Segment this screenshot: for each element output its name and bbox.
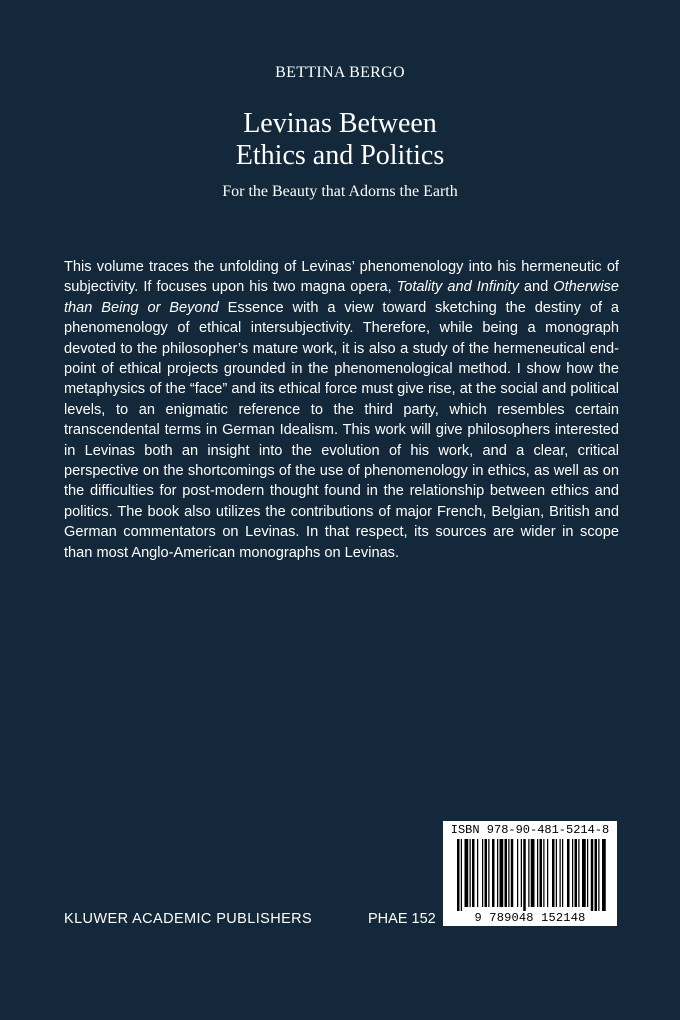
barcode-bar bbox=[492, 839, 495, 907]
barcode-bar bbox=[552, 839, 555, 907]
barcode-bar bbox=[482, 839, 483, 907]
barcode-icon bbox=[443, 837, 617, 911]
barcode-bar bbox=[582, 839, 586, 907]
barcode-bar bbox=[595, 839, 598, 911]
barcode-digits: 9 789048 152148 bbox=[474, 911, 586, 925]
barcode-bar bbox=[591, 839, 594, 911]
book-title bbox=[0, 108, 680, 172]
series-code: PHAE 152 bbox=[368, 911, 436, 927]
blurb-part-1: This volume traces the unfolding of Levinas’ phenomenology into his hermeneutic of subjectivity. If focuses upon his two magna opera, bbox=[64, 259, 619, 296]
barcode-bar bbox=[578, 839, 579, 907]
barcode-bar bbox=[511, 839, 514, 907]
barcode-bar bbox=[540, 839, 543, 907]
title-line-2: Ethics and Politics bbox=[235, 140, 445, 171]
blurb-text bbox=[64, 257, 619, 563]
blurb-part-2: and bbox=[518, 279, 554, 296]
barcode-bar bbox=[567, 839, 570, 907]
barcode-bar bbox=[528, 839, 529, 907]
barcode-bar bbox=[523, 839, 526, 911]
blurb-italic-2: Otherwise than Being or Beyond bbox=[64, 279, 619, 316]
barcode-bar bbox=[543, 839, 544, 907]
barcode-bar bbox=[461, 839, 462, 911]
barcode-bar bbox=[497, 839, 498, 907]
barcode-bar bbox=[560, 839, 561, 907]
blurb-italic-1: Totality and Infinity bbox=[396, 279, 519, 296]
publisher-name: KLUWER ACADEMIC PUBLISHERS bbox=[64, 911, 313, 927]
barcode-bar bbox=[547, 839, 548, 907]
barcode-bar bbox=[556, 839, 557, 907]
barcode-bar bbox=[470, 839, 471, 907]
barcode-bar bbox=[505, 839, 508, 907]
barcode-bar bbox=[500, 839, 504, 907]
barcode-bar bbox=[598, 839, 599, 911]
book-subtitle: For the Beauty that Adorns the Earth bbox=[222, 183, 458, 200]
barcode-bar bbox=[485, 839, 488, 907]
barcode-bar bbox=[572, 839, 573, 907]
barcode-bar bbox=[531, 839, 535, 907]
barcode-bar bbox=[508, 839, 509, 907]
barcode-bar bbox=[575, 839, 578, 907]
isbn-barcode bbox=[443, 821, 617, 926]
author-name: BETTINA BERGO bbox=[275, 64, 405, 81]
barcode-bar bbox=[457, 839, 460, 911]
title-line-1: Levinas Between bbox=[243, 108, 437, 139]
isbn-label: ISBN 978-90-481-5214-8 bbox=[450, 823, 610, 837]
barcode-bar bbox=[477, 839, 478, 907]
barcode-bar bbox=[602, 839, 606, 911]
barcode-bar bbox=[472, 839, 475, 907]
barcode-bar bbox=[537, 839, 538, 907]
blurb-part-3: Essence with a view toward sketching the destiny of a phenomenology of ethical intersubjectivity. Therefore, while being a monograph devoted to the philosopher’s mature work, it is also a study of the hermeneutical end-point of ethical projects grounded in the phenomenological method. I show how the metaphysics of the “face” and its ethical force must give rise, at the social and political levels, to an enigmatic reference to the third party, which resembles certain transcendental terms in German Idealism. This work will give philosophers interested in Levinas both an insight into the evolution of his work, and a clear, critical perspective on the shortcomings of the use of phenomenology in ethics, as well as on the difficulties for post-modern thought found in the relationship between ethics and politics. The book also utilizes the contributions of major French, Belgian, British and German commentators on Levinas. In that respect, its sources are wider in scope than most Anglo-American monographs on Levinas. bbox=[64, 299, 619, 561]
barcode-bar bbox=[488, 839, 489, 907]
barcode-bar bbox=[521, 839, 522, 907]
barcode-bar bbox=[465, 839, 469, 907]
barcode-bar bbox=[562, 839, 563, 907]
barcode-bar bbox=[517, 839, 518, 907]
barcode-bar bbox=[587, 839, 588, 907]
